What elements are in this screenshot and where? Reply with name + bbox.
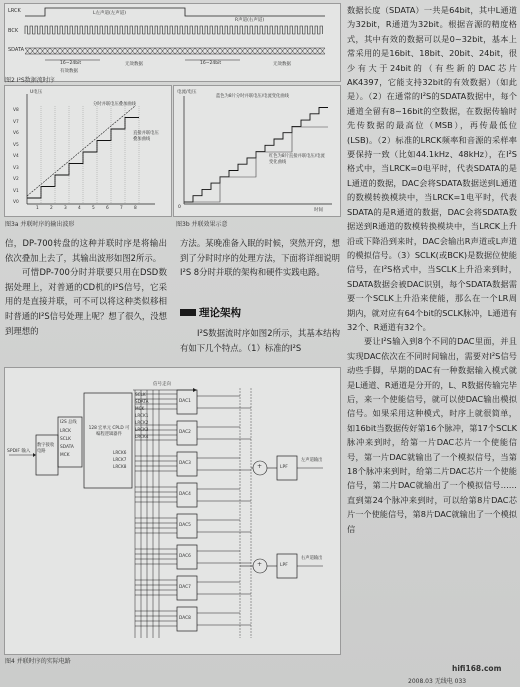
fig3a-y-tick: V8 — [13, 108, 19, 113]
col2-paragraph-1: 方法。某晚准备入眠的时候，突然开窍，想到了分时时序的处理方法，下面将详细说明I²S 8分时并联的架构和硬件实践电路。 — [180, 238, 340, 278]
cpld-label: 128 宏单元 CPLD 可编程逻辑器件 — [88, 426, 130, 437]
right-output-label: 右声道输出 — [301, 556, 323, 561]
sum-right: + — [257, 561, 263, 568]
cpld-signal-label: SCLK — [135, 392, 146, 397]
receiver-label: 数字接收电路 — [37, 443, 55, 454]
lrck-pin: LRCK — [60, 429, 71, 434]
lrck-label: LRCK — [8, 8, 21, 14]
fig3a-x-tick: 6 — [106, 206, 109, 211]
dac-label: DAC6 — [179, 554, 191, 559]
figure4-caption: 图4 并联时序的实际电路 — [5, 658, 71, 665]
bits-left-label: 16~24bit — [60, 61, 82, 66]
dac-label: DAC7 — [179, 585, 191, 590]
lpf-right: LPF — [280, 563, 288, 568]
figure3a-caption: 图3a 并联时序的输出波形 — [5, 221, 75, 228]
fig3a-x-tick: 2 — [50, 206, 53, 211]
cpld-signal-label: LRCK7 — [113, 457, 127, 462]
col2-paragraph-2: I²S数据流时序如图2所示，其基本结构有如下几个特点。（1）标准的I²S — [180, 328, 340, 353]
sum-left: + — [257, 463, 263, 470]
i2s-bus-label: I2S 总线 — [60, 420, 77, 425]
right-channel-label: R声道(右声道) — [235, 18, 265, 23]
bck-waveform — [25, 26, 323, 34]
bits-right-label: 16~24bit — [200, 61, 222, 66]
fig3a-y-tick: V4 — [13, 154, 19, 159]
left-channel-label: L左声道(左声道) — [93, 11, 127, 16]
fig3a-y-tick: V5 — [13, 142, 19, 148]
mck-pin: MCK — [60, 453, 70, 458]
fig3b-legend-blue: 蓝色为8片分时并联电压/电流变化曲线 — [216, 94, 289, 99]
fig3a-legend-1: 分时并联电压叠加曲线 — [93, 102, 136, 107]
dac-label: DAC1 — [179, 399, 191, 404]
body-column-1 — [5, 236, 167, 338]
col1-paragraph-2: 可惜DP-700分时并联要只用在DSD数据处理上，对普通的CD机的I²S信号，它采用的是直接并联，可不可以将这种类似移相时普通的I²S信号处理上呢？想了很久，没想到理想的 — [5, 267, 167, 336]
fig3a-y-tick: V7 — [13, 119, 19, 125]
figure-parallel-output-waveform — [4, 85, 172, 217]
cpld-signal-label: LRCK4 — [135, 434, 149, 439]
figure-circuit — [4, 367, 341, 655]
sdata-pin: SDATA — [60, 445, 74, 450]
fig3a-x-tick: 3 — [64, 206, 67, 211]
dac-label: DAC2 — [179, 430, 191, 435]
fig3a-x-tick: 4 — [78, 206, 81, 211]
section-heading — [180, 305, 241, 319]
fig3a-y-tick: V3 — [13, 165, 19, 171]
fig3a-legend-2: 直接并联电压叠加曲线 — [133, 131, 159, 142]
spdif-label: SPDIF 输入 — [7, 449, 31, 454]
col3-paragraph-2: 要让I²S输入到8个不同的DAC里面，并且实现DAC依次在不同时间输出，需要对I²S信号动些手脚，早期的DAC有一种数据输入模式就是L通道、R通道是分开的，L、R数据传输完毕后，来一个使能信号，就可以使DAC输出模拟信号。如果采用这种模式，时序上就很简单，如16bit当数据传好第16个脉冲，第17个SCLK脉冲来到时，给第一片DAC芯片一个使能信号，第一片DAC就输出了一个模拟信号，当第18个脉冲来到时，给第二片DAC芯片一个使能信号，第二片DAC就输出了一个模拟信号……直到第24个脉冲来到时，可以给第8片DAC芯片一个使能信号，第8片DAC就输出了一个模拟信 — [347, 336, 517, 534]
fig3a-y-tick: V0 — [13, 200, 19, 205]
dac-label: DAC8 — [179, 616, 191, 621]
col1-paragraph-1: 信，DP-700转盘的这种并联时序是将输出依次叠加上去了，其输出波形如图2所示。 — [5, 238, 167, 263]
figure3b-caption: 图3b 并联效果示意 — [176, 221, 228, 228]
invalid-data-label: 无效数据 — [273, 62, 291, 67]
cpld-signal-label: LRCK1 — [135, 413, 149, 418]
signal-direction-label: 信号走向 — [153, 382, 171, 387]
issue-footer: 2008.03 无线电 033 — [408, 678, 467, 685]
left-output-label: 左声道输出 — [301, 458, 323, 463]
valid-data-label: 有效数据 — [60, 69, 78, 74]
col3-paragraph-1: 数据长度（SDATA）一共是64bit，其中L通道为32bit，R通道为32bit。根据音源的精度格式，其中有效的数据可以是0~32bit，基本上常采用的是16bit、18bit、20bit、24bit，很少有大于24bit的（有些新的DAC芯片AK4397，它能支持32bit的有效数据）（如此是）。（2）在通常的I²S的SDATA数据中，每个通道全留有8~16bit的空数据，在数据传输时先传数据的最高位（MSB），再传最低位(LSB)。（2）标准的LRCK频率和音源的采样率要保持一致（比如44.1kHz、48kHz），在I²S格式中，当LRCK=0电平时，代表SDATA的是L通道的数据，DAC会将SDATA数据送到L通道的数模转换模块中，当LRCK=1电平时，代表SDATA的是R通道的数据，DAC会将SDATA数据送到R通道的数模转换模块中，当LRCK上升沿或下降沿到来时，DAC会输出R声道或L声道的模拟信号。（3）SCLK(或BCK)是数据位使能信号，在I²S格式中，当SCLK上升沿来到时，SDATA数据会被DAC识别，每个SDATA数据需要一个SCLK上升沿来使能，那么在一个LR周期内，就对应有64个bit的SCLK脉冲，L通道有32个、R通道有32个。 — [347, 5, 517, 332]
figure2-caption: 图2 I²S数据流时序 — [5, 77, 55, 84]
fig3b-x-label: 时间 — [314, 208, 323, 213]
heading-bar-icon — [180, 309, 196, 316]
cpld-signal-label: LRCK8 — [113, 464, 127, 469]
cpld-signal-label: LRCK3 — [135, 427, 149, 432]
cpld-signal-label: LRCK2 — [135, 420, 149, 425]
cpld-signal-label: MCK — [135, 406, 145, 411]
fig3a-y-tick: V2 — [13, 177, 19, 182]
bits-mid-label: 无效数据 — [125, 62, 143, 67]
dac-label: DAC3 — [179, 461, 191, 466]
fig3a-x-tick: 1 — [36, 206, 39, 211]
dac-label: DAC4 — [179, 492, 191, 497]
body-column-2b — [180, 326, 340, 355]
staircase-curve — [27, 118, 139, 199]
body-column-3 — [347, 3, 517, 536]
fig3b-origin: 0 — [178, 205, 181, 210]
fig3b-legend-red: 红色为8片直接并联电压/电流变化曲线 — [269, 154, 325, 165]
cpld-signal-label: LRCK6 — [113, 450, 127, 455]
fig3a-x-tick: 5 — [92, 206, 95, 211]
dac-label: DAC5 — [179, 523, 191, 528]
lpf-left: LPF — [280, 465, 288, 470]
sdata-label: SDATA — [8, 47, 25, 53]
watermark: hifi168.com — [452, 664, 502, 673]
body-column-2 — [180, 236, 340, 280]
fig3a-y-tick: V1 — [13, 188, 19, 194]
bck-label: BCK — [8, 28, 19, 34]
cpld-signal-label: SDATA — [135, 399, 149, 404]
fig3a-y-label: U电压 — [30, 90, 43, 95]
fig3a-x-tick: 7 — [120, 206, 123, 211]
section-heading-text: 理论架构 — [199, 306, 241, 319]
fig3a-x-tick: 8 — [134, 206, 137, 211]
figure-i2s-timing — [4, 3, 341, 82]
figure-parallel-effect — [173, 85, 341, 217]
fig3a-y-tick: V6 — [13, 131, 19, 136]
fig3b-y-label: 电流/电压 — [177, 90, 197, 95]
sclk-pin: SCLK — [60, 437, 71, 442]
